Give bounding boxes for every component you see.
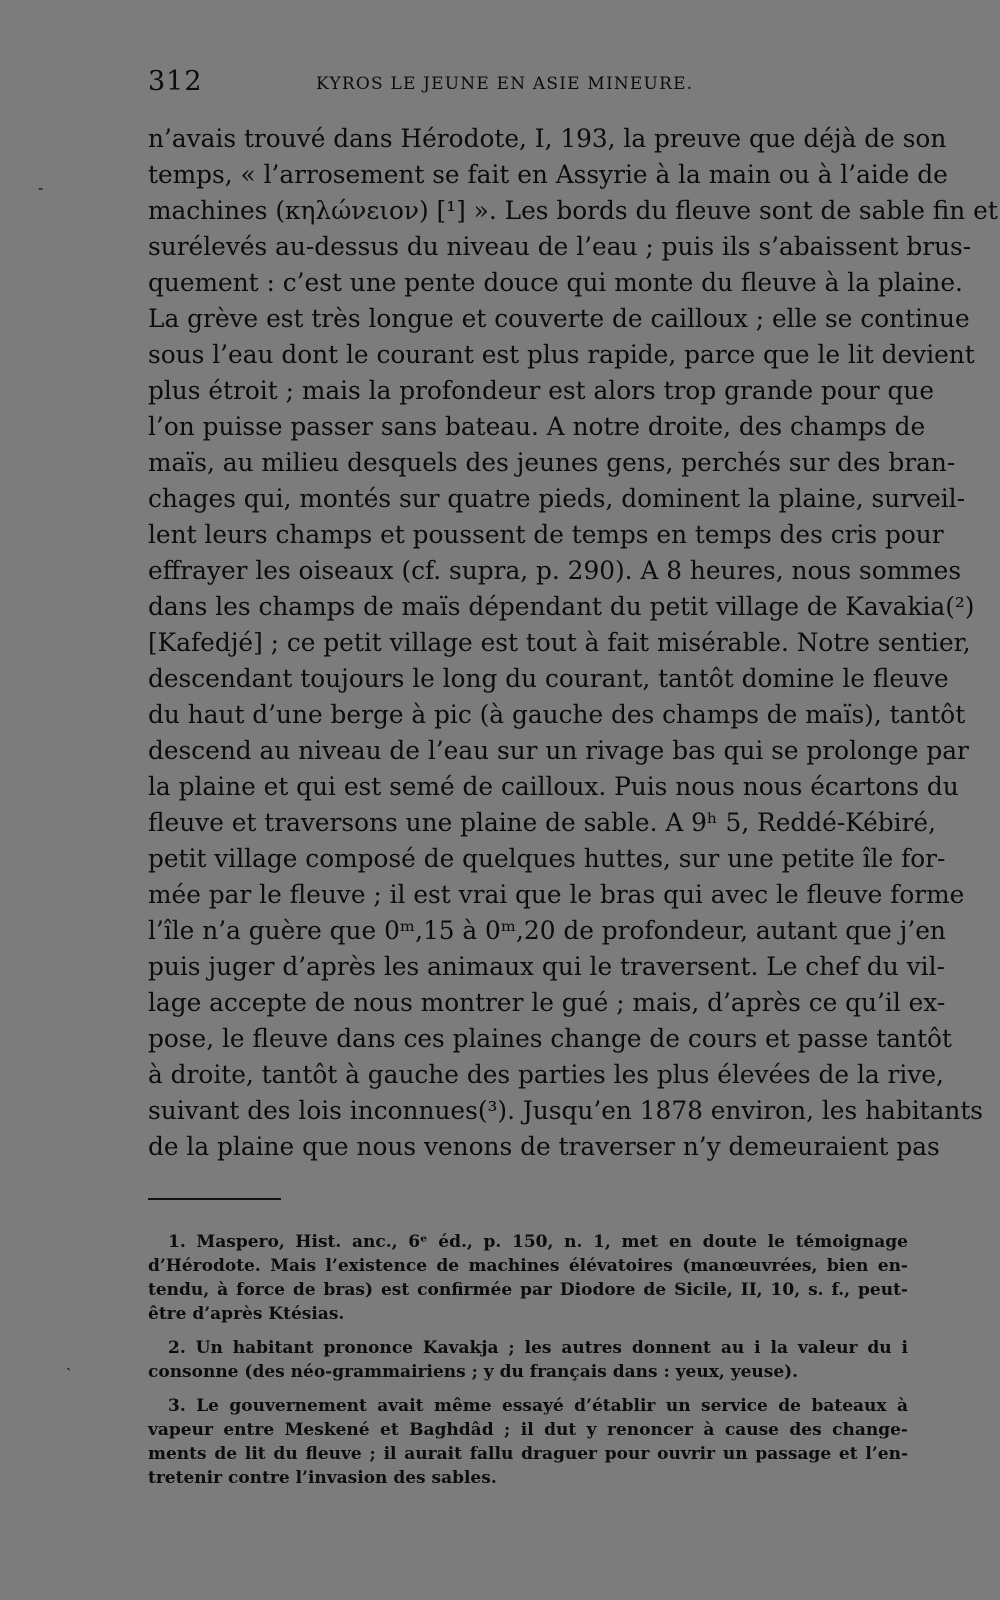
body-line: mée par le fleuve ; il est vrai que le bras qui avec le fleuve forme <box>148 880 965 909</box>
footnote-line: 1. Maspero, Hist. anc., 6ᵉ éd., p. 150, n. 1, met en doute le témoignage <box>168 1232 908 1252</box>
page-header <box>148 66 908 100</box>
body-line: temps, « l’arrosement se fait en Assyrie à la main ou à l’aide de <box>148 160 948 189</box>
body-line: chages qui, montés sur quatre pieds, dominent la plaine, surveil- <box>148 484 965 513</box>
page-number: 312 <box>148 66 203 97</box>
print-speck: - <box>38 178 44 197</box>
body-text <box>148 121 998 1165</box>
body-line: à droite, tantôt à gauche des parties les plus élevées de la rive, <box>148 1060 944 1089</box>
footnote-3 <box>148 1394 908 1490</box>
body-line: la plaine et qui est semé de cailloux. Puis nous nous écartons du <box>148 772 959 801</box>
footnotes <box>148 1230 908 1500</box>
body-line: l’on puisse passer sans bateau. A notre droite, des champs de <box>148 412 926 441</box>
footnote-line: 3. Le gouvernement avait même essayé d’établir un service de bateaux à <box>168 1396 908 1416</box>
body-line: effrayer les oiseaux (cf. supra, p. 290). A 8 heures, nous sommes <box>148 556 962 585</box>
footnote-1 <box>148 1230 908 1326</box>
body-line: descendant toujours le long du courant, tantôt domine le fleuve <box>148 664 949 693</box>
running-head: KYROS LE JEUNE EN ASIE MINEURE. <box>316 74 694 94</box>
footnote-line: ments de lit du fleuve ; il aurait fallu draguer pour ouvrir un passage et l’en- <box>148 1444 908 1464</box>
body-line: pose, le fleuve dans ces plaines change de cours et passe tantôt <box>148 1024 952 1053</box>
footnote-2 <box>148 1336 908 1384</box>
body-line: fleuve et traversons une plaine de sable. A 9ʰ 5, Reddé-Kébiré, <box>148 808 936 837</box>
body-line: plus étroit ; mais la profondeur est alors trop grande pour que <box>148 376 935 405</box>
body-line: surélevés au-dessus du niveau de l’eau ; puis ils s’abaissent brus- <box>148 232 972 261</box>
footnote-line: 2. Un habitant prononce Kavakja ; les autres donnent au i la valeur du i <box>168 1338 908 1358</box>
body-line: puis juger d’après les animaux qui le traversent. Le chef du vil- <box>148 952 945 981</box>
body-line: lent leurs champs et poussent de temps en temps des cris pour <box>148 520 944 549</box>
body-line: La grève est très longue et couverte de cailloux ; elle se continue <box>148 304 970 333</box>
body-line: [Kafedjé] ; ce petit village est tout à fait misérable. Notre sentier, <box>148 628 971 657</box>
body-line: quement : c’est une pente douce qui monte du fleuve à la plaine. <box>148 268 963 297</box>
footnote-line: être d’après Ktésias. <box>148 1304 345 1324</box>
footnote-rule <box>148 1198 281 1200</box>
body-line: petit village composé de quelques huttes, sur une petite île for- <box>148 844 946 873</box>
body-line: l’île n’a guère que 0ᵐ,15 à 0ᵐ,20 de profondeur, autant que j’en <box>148 916 946 945</box>
body-line: sous l’eau dont le courant est plus rapide, parce que le lit devient <box>148 340 975 369</box>
body-line: suivant des lois inconnues(³). Jusqu’en 1878 environ, les habitants <box>148 1096 984 1125</box>
body-line: machines (κηλώνειον) [¹] ». Les bords du fleuve sont de sable fin et <box>148 196 998 225</box>
body-line: n’avais trouvé dans Hérodote, I, 193, la preuve que déjà de son <box>148 124 947 153</box>
body-line: du haut d’une berge à pic (à gauche des champs de maïs), tantôt <box>148 700 966 729</box>
footnote-line: d’Hérodote. Mais l’existence de machines élévatoires (manœuvrées, bien en- <box>148 1256 908 1276</box>
print-speck: ˎ <box>66 1352 72 1371</box>
body-line: de la plaine que nous venons de traverser n’y demeuraient pas <box>148 1132 940 1161</box>
body-line: dans les champs de maïs dépendant du petit village de Kavakia(²) <box>148 592 975 621</box>
body-line: descend au niveau de l’eau sur un rivage bas qui se prolonge par <box>148 736 969 765</box>
footnote-line: consonne (des néo-grammairiens ; y du français dans : yeux, yeuse). <box>148 1362 799 1382</box>
footnote-line: tretenir contre l’invasion des sables. <box>148 1468 497 1488</box>
footnote-line: tendu, à force de bras) est confirmée par Diodore de Sicile, II, 10, s. f., peut- <box>148 1280 908 1300</box>
body-line: maïs, au milieu desquels des jeunes gens, perchés sur des bran- <box>148 448 956 477</box>
footnote-line: vapeur entre Meskené et Baghdâd ; il dut y renoncer à cause des change- <box>148 1420 908 1440</box>
body-line: lage accepte de nous montrer le gué ; mais, d’après ce qu’il ex- <box>148 988 946 1017</box>
